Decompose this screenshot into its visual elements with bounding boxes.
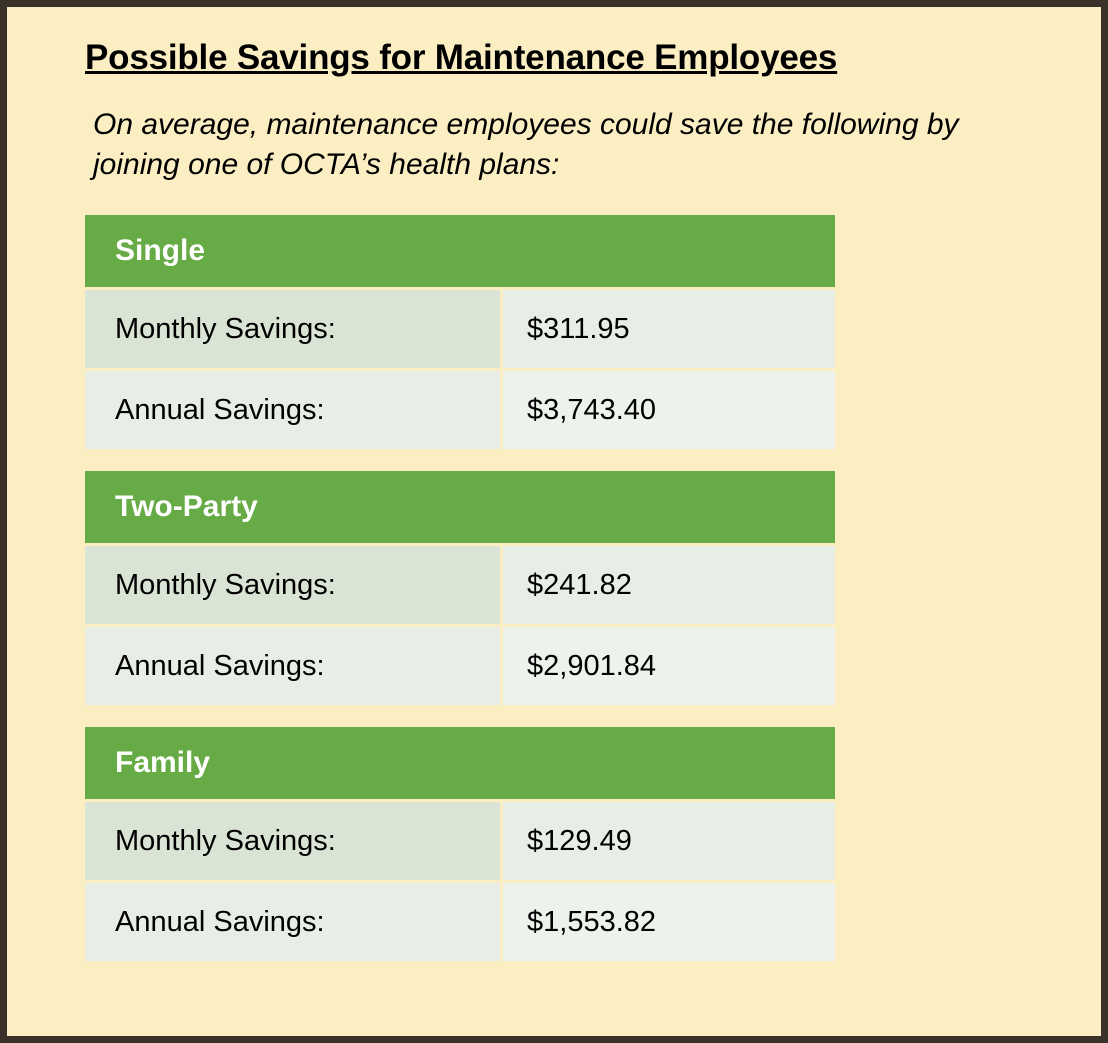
table-row bbox=[85, 371, 835, 449]
table-row bbox=[85, 546, 835, 624]
table-row bbox=[85, 883, 835, 961]
row-label: Annual Savings: bbox=[85, 883, 500, 961]
table-row bbox=[85, 290, 835, 368]
plan-header: Single bbox=[85, 215, 835, 287]
plan-block-two-party bbox=[85, 471, 835, 705]
row-value: $3,743.40 bbox=[503, 371, 835, 449]
table-row bbox=[85, 802, 835, 880]
row-value: $241.82 bbox=[503, 546, 835, 624]
plan-block-family bbox=[85, 727, 835, 961]
plan-header: Two-Party bbox=[85, 471, 835, 543]
row-value: $129.49 bbox=[503, 802, 835, 880]
table-row bbox=[85, 627, 835, 705]
row-label: Monthly Savings: bbox=[85, 546, 500, 624]
row-label: Annual Savings: bbox=[85, 627, 500, 705]
plan-tables bbox=[85, 215, 1041, 961]
row-label: Monthly Savings: bbox=[85, 802, 500, 880]
row-label: Annual Savings: bbox=[85, 371, 500, 449]
plan-block-single bbox=[85, 215, 835, 449]
poster-subtitle: On average, maintenance employees could save the following by joining one of OCTA’s health plans: bbox=[93, 108, 959, 181]
row-label: Monthly Savings: bbox=[85, 290, 500, 368]
row-value: $311.95 bbox=[503, 290, 835, 368]
plan-header: Family bbox=[85, 727, 835, 799]
page-title: Possible Savings for Maintenance Employees bbox=[85, 38, 838, 77]
row-value: $2,901.84 bbox=[503, 627, 835, 705]
row-value: $1,553.82 bbox=[503, 883, 835, 961]
